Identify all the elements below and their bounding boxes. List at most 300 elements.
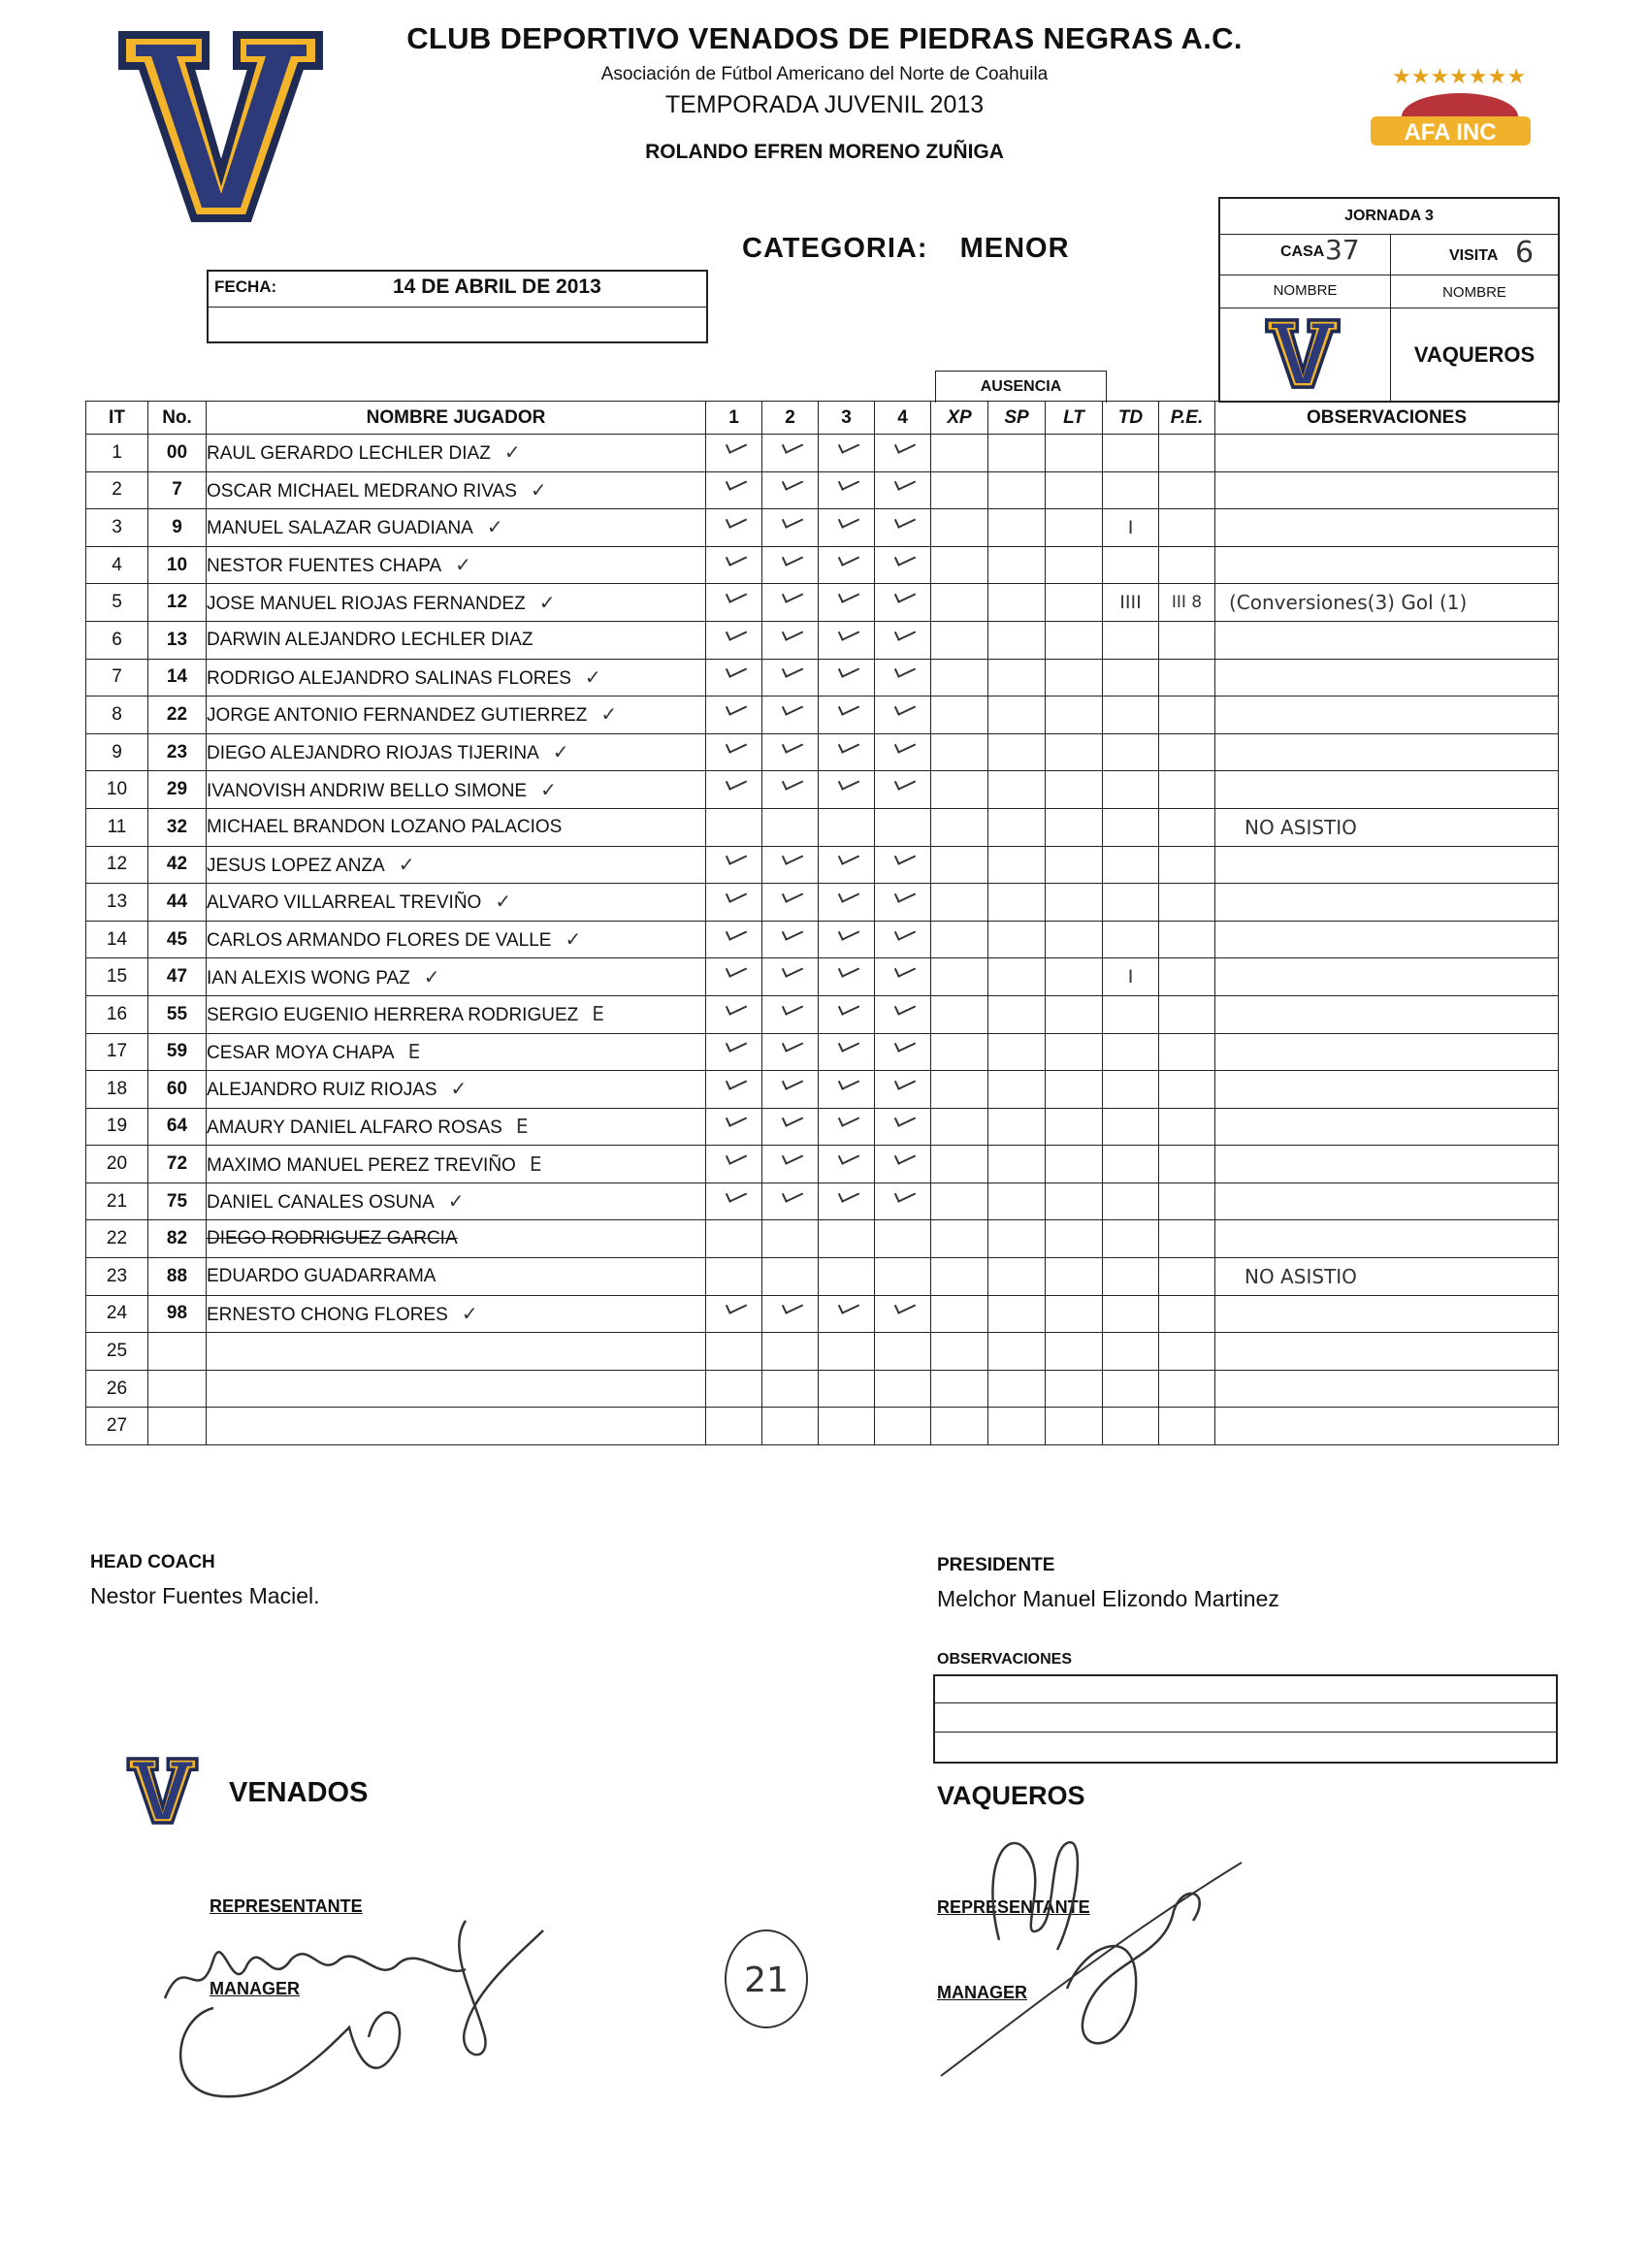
observaciones-cell [1215,509,1559,547]
quarter-2-cell [762,546,819,584]
player-name-text: ALEJANDRO RUIZ RIOJAS [207,1080,437,1101]
check-icon [834,1006,859,1020]
sp-cell [988,435,1046,472]
check-icon [778,1081,803,1094]
td-cell [1103,733,1159,771]
player-name [207,884,706,922]
player-name-text: RAUL GERARDO LECHLER DIAZ [207,443,491,465]
quarter-1-cell [706,808,762,846]
quarter-1-cell [706,1183,762,1220]
lt-cell [1046,435,1103,472]
lt-cell [1046,921,1103,958]
pe-cell: III 8 [1159,584,1215,622]
player-name [207,1258,706,1296]
check-icon [834,444,859,458]
observaciones-cell [1215,435,1559,472]
pe-cell [1159,995,1215,1033]
presence-mark: ✓ [455,553,471,577]
player-name [207,546,706,584]
row-number: 88 [148,1258,207,1296]
check-icon [890,481,916,495]
row-number: 9 [148,509,207,547]
pe-cell [1159,1071,1215,1109]
table-row [86,435,1559,472]
xp-cell [931,435,988,472]
observaciones-footer-label: OBSERVACIONES [937,1651,1072,1668]
check-icon [890,744,916,758]
table-row [86,884,1559,922]
td-cell [1103,659,1159,697]
xp-cell [931,471,988,509]
quarter-2-cell [762,659,819,697]
player-name-text: MANUEL SALAZAR GUADIANA [207,518,473,539]
quarter-2-cell [762,1333,819,1371]
quarter-2-cell [762,771,819,809]
xp-cell [931,846,988,884]
quarter-2-cell [762,884,819,922]
xp-cell [931,1333,988,1371]
quarter-1-cell [706,846,762,884]
quarter-3-cell [819,1146,875,1183]
pe-cell [1159,771,1215,809]
table-row [86,1295,1559,1333]
quarter-4-cell [875,584,931,622]
check-icon [778,931,803,945]
row-it: 3 [86,509,148,547]
td-cell [1103,435,1159,472]
category-heading [742,233,1070,265]
quarter-2-cell [762,1146,819,1183]
check-icon [722,893,747,907]
sp-cell [988,621,1046,659]
row-it: 27 [86,1408,148,1445]
pe-cell [1159,1333,1215,1371]
row-it: 2 [86,471,148,509]
quarter-2-cell [762,808,819,846]
quarter-4-cell [875,995,931,1033]
table-row [86,1258,1559,1296]
check-icon [834,557,859,570]
pe-cell [1159,1370,1215,1408]
venados-logo [116,27,325,226]
row-it: 17 [86,1033,148,1071]
check-icon [778,1043,803,1056]
observaciones-cell [1215,1370,1559,1408]
pe-cell [1159,697,1215,734]
quarter-1-cell [706,771,762,809]
quarter-3-cell [819,1295,875,1333]
observaciones-cell [1215,733,1559,771]
player-name-text: NESTOR FUENTES CHAPA [207,556,442,577]
observaciones-cell [1215,1071,1559,1109]
row-number [148,1408,207,1445]
check-icon [778,481,803,495]
quarter-4-cell [875,884,931,922]
club-title: CLUB DEPORTIVO VENADOS DE PIEDRAS NEGRAS A.C. [406,21,1243,55]
pe-cell [1159,733,1215,771]
sp-cell [988,471,1046,509]
observaciones-cell: NO ASISTIO [1215,808,1559,846]
row-it: 23 [86,1258,148,1296]
lt-cell [1046,509,1103,547]
td-cell [1103,1295,1159,1333]
check-icon [834,744,859,758]
check-icon [778,1305,803,1318]
td-cell [1103,1408,1159,1445]
observaciones-cell [1215,1408,1559,1445]
table-row [86,546,1559,584]
quarter-3-cell [819,1108,875,1146]
check-icon [834,706,859,720]
quarter-3-cell [819,771,875,809]
quarter-2-cell [762,1183,819,1220]
player-name [207,1183,706,1220]
xp-cell [931,1033,988,1071]
quarter-4-cell [875,958,931,996]
row-it: 12 [86,846,148,884]
nombre-left: NOMBRE [1273,282,1338,299]
check-icon [722,781,747,794]
row-number: 32 [148,808,207,846]
table-row [86,509,1559,547]
player-name-text: OSCAR MICHAEL MEDRANO RIVAS [207,480,517,502]
xp-cell [931,1108,988,1146]
presence-mark: E [529,1151,542,1176]
check-icon [890,706,916,720]
roster-table [85,401,1559,1445]
quarter-4-cell [875,1258,931,1296]
quarter-3-cell [819,1258,875,1296]
xp-cell [931,1408,988,1445]
player-name [207,921,706,958]
td-cell [1103,1370,1159,1408]
xp-cell [931,1258,988,1296]
quarter-3-cell [819,808,875,846]
presence-mark: ✓ [447,1189,465,1214]
td-cell: I [1103,509,1159,547]
player-name-text: MAXIMO MANUEL PEREZ TREVIÑO [207,1154,516,1176]
lt-cell [1046,1333,1103,1371]
check-icon [890,444,916,458]
xp-cell [931,509,988,547]
check-icon [722,1006,747,1020]
pe-cell [1159,1033,1215,1071]
observaciones-cell [1215,1033,1559,1071]
season-title: TEMPORADA JUVENIL 2013 [664,91,985,118]
td-cell [1103,1183,1159,1220]
quarter-2-cell [762,1108,819,1146]
lt-cell [1046,1408,1103,1445]
check-icon [834,481,859,495]
row-number: 55 [148,995,207,1033]
pe-cell [1159,1220,1215,1258]
col-q4: 4 [875,402,931,435]
pe-cell [1159,1408,1215,1445]
check-icon [834,1305,859,1318]
pe-cell [1159,659,1215,697]
check-icon [890,1305,916,1318]
check-icon [722,744,747,758]
quarter-1-cell [706,509,762,547]
presence-mark: ✓ [423,964,440,988]
td-cell [1103,884,1159,922]
quarter-4-cell [875,1333,931,1371]
player-name [207,1295,706,1333]
presence-mark: ✓ [565,927,582,952]
check-icon [722,1305,747,1318]
quarter-4-cell [875,1146,931,1183]
nombre-right: NOMBRE [1442,284,1506,301]
quarter-2-cell [762,1033,819,1071]
row-number: 72 [148,1146,207,1183]
lt-cell [1046,1370,1103,1408]
row-number: 10 [148,546,207,584]
row-it: 6 [86,621,148,659]
row-it: 21 [86,1183,148,1220]
check-icon [834,519,859,533]
xp-cell [931,921,988,958]
quarter-2-cell [762,1258,819,1296]
col-td: TD [1103,402,1159,435]
quarter-4-cell [875,1408,931,1445]
check-icon [778,968,803,982]
col-lt: LT [1046,402,1103,435]
pe-cell [1159,884,1215,922]
quarter-3-cell [819,1183,875,1220]
quarter-1-cell [706,1146,762,1183]
sp-cell [988,697,1046,734]
observaciones-cell [1215,958,1559,996]
player-name [207,995,706,1033]
row-number: 64 [148,1108,207,1146]
page-mark: 21 [744,1960,789,2000]
row-it: 26 [86,1370,148,1408]
quarter-2-cell [762,471,819,509]
player-name [207,1033,706,1071]
row-number: 7 [148,471,207,509]
player-name [207,1071,706,1109]
player-name-text: DANIEL CANALES OSUNA [207,1192,435,1214]
xp-cell [931,1370,988,1408]
row-number: 45 [148,921,207,958]
lt-cell [1046,659,1103,697]
visita-score: 6 [1515,236,1535,270]
pe-cell [1159,921,1215,958]
table-row [86,995,1559,1033]
away-signatures [922,1746,1290,2115]
quarter-2-cell [762,435,819,472]
svg-text:★★★★★★★: ★★★★★★★ [1392,65,1527,89]
check-icon [834,1081,859,1094]
presence-mark: ✓ [486,515,503,539]
quarter-1-cell [706,884,762,922]
check-icon [834,968,859,982]
player-name [207,1108,706,1146]
roster-header-row [86,402,1559,435]
ausencia-label: AUSENCIA [935,371,1107,403]
quarter-1-cell [706,1033,762,1071]
player-name-text: JOSE MANUEL RIOJAS FERNANDEZ [207,593,526,614]
xp-cell [931,1071,988,1109]
quarter-1-cell [706,546,762,584]
xp-cell [931,546,988,584]
check-icon [834,1193,859,1207]
head-coach-label: HEAD COACH [90,1552,215,1572]
col-observaciones: OBSERVACIONES [1215,402,1559,435]
sp-cell [988,1370,1046,1408]
player-name [207,808,706,846]
lt-cell [1046,1108,1103,1146]
observaciones-cell [1215,546,1559,584]
table-row [86,771,1559,809]
row-number: 22 [148,697,207,734]
td-cell [1103,1071,1159,1109]
check-icon [778,744,803,758]
player-name-text: DIEGO RODRIGUEZ GARCIA [207,1228,458,1249]
sp-cell [988,1071,1046,1109]
check-icon [834,781,859,794]
lt-cell [1046,546,1103,584]
lt-cell [1046,1071,1103,1109]
presence-mark: ✓ [600,702,618,727]
quarter-3-cell [819,435,875,472]
player-name [207,1146,706,1183]
quarter-1-cell [706,995,762,1033]
row-it: 8 [86,697,148,734]
check-icon [722,1043,747,1056]
check-icon [890,519,916,533]
presence-mark: ✓ [530,477,547,502]
observaciones-cell [1215,1108,1559,1146]
check-icon [834,893,859,907]
check-icon [834,856,859,869]
pe-cell [1159,958,1215,996]
col-no: No. [148,402,207,435]
xp-cell [931,1183,988,1220]
sp-cell [988,1258,1046,1296]
quarter-1-cell [706,471,762,509]
table-row [86,621,1559,659]
table-row [86,808,1559,846]
row-it: 7 [86,659,148,697]
row-number: 98 [148,1295,207,1333]
quarter-3-cell [819,733,875,771]
table-row [86,659,1559,697]
xp-cell [931,958,988,996]
observaciones-cell [1215,471,1559,509]
col-q1: 1 [706,402,762,435]
table-row [86,1183,1559,1220]
xp-cell [931,1295,988,1333]
player-name [207,584,706,622]
check-icon [890,893,916,907]
table-row [86,1071,1559,1109]
quarter-4-cell [875,1071,931,1109]
quarter-1-cell [706,1370,762,1408]
xp-cell [931,697,988,734]
row-number: 12 [148,584,207,622]
observaciones-cell [1215,1295,1559,1333]
td-cell [1103,771,1159,809]
row-number: 00 [148,435,207,472]
player-name [207,697,706,734]
lt-cell [1046,733,1103,771]
presidente-name: Melchor Manuel Elizondo Martinez [937,1586,1279,1611]
sp-cell [988,1220,1046,1258]
sp-cell [988,921,1046,958]
td-cell [1103,808,1159,846]
pe-cell [1159,471,1215,509]
svg-text:AFA INC: AFA INC [1404,119,1497,146]
xp-cell [931,621,988,659]
player-name [207,733,706,771]
quarter-2-cell [762,584,819,622]
row-it: 14 [86,921,148,958]
sp-cell [988,1183,1046,1220]
td-cell [1103,1258,1159,1296]
check-icon [722,519,747,533]
check-icon [890,781,916,794]
away-representante-label: REPRESENTANTE [937,1897,1090,1917]
quarter-1-cell [706,659,762,697]
player-name [207,846,706,884]
check-icon [890,1118,916,1131]
row-it: 11 [86,808,148,846]
presence-mark: ✓ [584,664,601,689]
quarter-1-cell [706,921,762,958]
col-name: NOMBRE JUGADOR [207,402,706,435]
quarter-2-cell [762,958,819,996]
category-label: CATEGORIA: [742,233,928,264]
row-number: 14 [148,659,207,697]
row-number: 47 [148,958,207,996]
check-icon [722,968,747,982]
row-number: 59 [148,1033,207,1071]
player-name-text: AMAURY DANIEL ALFARO ROSAS [207,1117,502,1138]
td-cell [1103,1146,1159,1183]
player-name [207,621,706,659]
row-it: 15 [86,958,148,996]
check-icon [834,1155,859,1169]
table-row [86,921,1559,958]
player-name-text: DIEGO ALEJANDRO RIOJAS TIJERINA [207,743,539,764]
xp-cell [931,1146,988,1183]
check-icon [834,594,859,607]
quarter-2-cell [762,509,819,547]
td-cell [1103,546,1159,584]
row-it: 18 [86,1071,148,1109]
observaciones-cell: NO ASISTIO [1215,1258,1559,1296]
quarter-3-cell [819,471,875,509]
check-icon [834,632,859,645]
check-icon [778,856,803,869]
lt-cell [1046,1146,1103,1183]
quarter-4-cell [875,846,931,884]
afa-logo [1363,56,1542,153]
quarter-2-cell [762,1071,819,1109]
td-cell [1103,1108,1159,1146]
row-number: 29 [148,771,207,809]
table-row [86,846,1559,884]
quarter-3-cell [819,1408,875,1445]
quarter-1-cell [706,733,762,771]
lt-cell [1046,995,1103,1033]
check-icon [722,706,747,720]
quarter-3-cell [819,921,875,958]
table-row [86,1108,1559,1146]
sp-cell [988,771,1046,809]
home-signatures [155,1892,563,2115]
